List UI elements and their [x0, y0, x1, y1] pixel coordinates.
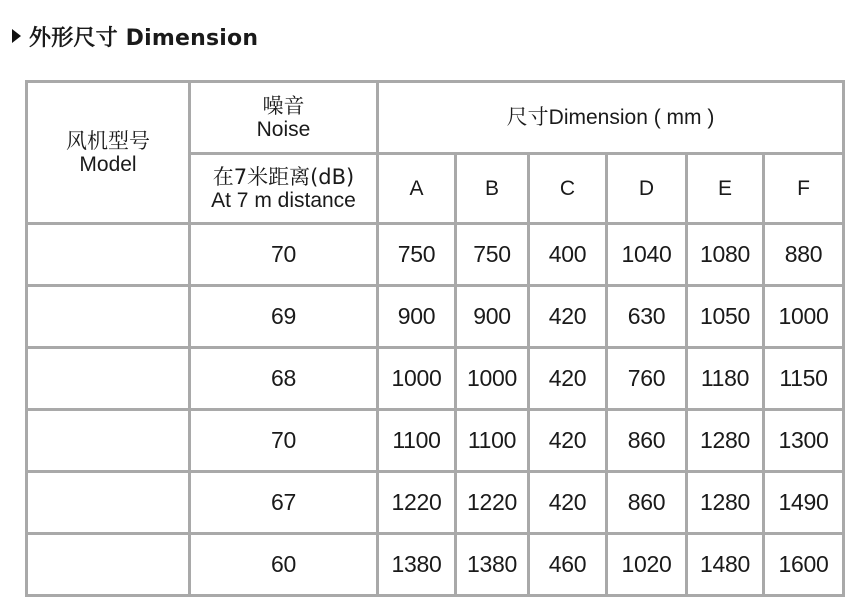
dim-col-e-header: E: [687, 154, 764, 224]
noise-header-cn: 噪音: [262, 93, 305, 118]
dim-f-cell: 1000: [764, 286, 844, 348]
dim-a-cell: 750: [378, 224, 456, 286]
dim-f-cell: 880: [764, 224, 844, 286]
dim-col-a-header: A: [378, 154, 456, 224]
section-heading: [12, 18, 258, 54]
dim-c-cell: 420: [529, 348, 607, 410]
dim-d-cell: 860: [607, 410, 687, 472]
noise-sub-cn: 在7米距离(dB): [212, 164, 355, 189]
model-cell: [27, 224, 190, 286]
dim-col-d-header: D: [607, 154, 687, 224]
table-row: [27, 348, 844, 410]
noise-cell: 68: [190, 348, 378, 410]
noise-cell: 69: [190, 286, 378, 348]
noise-cell: 70: [190, 224, 378, 286]
noise-header: [190, 82, 378, 154]
dim-b-cell: 1100: [456, 410, 529, 472]
dim-a-cell: 1000: [378, 348, 456, 410]
noise-cell: 60: [190, 534, 378, 596]
dim-b-cell: 750: [456, 224, 529, 286]
model-cell: [27, 472, 190, 534]
table-row: [27, 410, 844, 472]
dim-a-cell: 1220: [378, 472, 456, 534]
dim-f-cell: 1600: [764, 534, 844, 596]
dim-col-b-header: B: [456, 154, 529, 224]
table-row: [27, 534, 844, 596]
dim-e-cell: 1180: [687, 348, 764, 410]
dim-e-cell: 1080: [687, 224, 764, 286]
dim-d-cell: 630: [607, 286, 687, 348]
model-header-en: Model: [79, 152, 137, 176]
section-title: 外形尺寸 Dimension: [29, 25, 259, 51]
dim-c-cell: 420: [529, 472, 607, 534]
dim-f-cell: 1490: [764, 472, 844, 534]
model-cell: [27, 534, 190, 596]
noise-subheader: [190, 154, 378, 224]
model-header: [27, 82, 190, 224]
dim-col-c-header: C: [529, 154, 607, 224]
dim-b-cell: 900: [456, 286, 529, 348]
noise-header-en: Noise: [256, 117, 311, 141]
dim-c-cell: 420: [529, 410, 607, 472]
dim-f-cell: 1300: [764, 410, 844, 472]
dim-d-cell: 1020: [607, 534, 687, 596]
dim-a-cell: 1380: [378, 534, 456, 596]
dim-c-cell: 400: [529, 224, 607, 286]
dimension-table: [25, 80, 845, 597]
table-header-row: [27, 82, 844, 154]
model-header-cn: 风机型号: [66, 128, 150, 153]
dim-d-cell: 860: [607, 472, 687, 534]
table-row: [27, 472, 844, 534]
table-row: [27, 286, 844, 348]
dim-e-cell: 1280: [687, 410, 764, 472]
model-cell: [27, 286, 190, 348]
dim-a-cell: 1100: [378, 410, 456, 472]
dim-f-cell: 1150: [764, 348, 844, 410]
dimension-header: 尺寸Dimension ( mm ): [378, 82, 844, 154]
dim-b-cell: 1380: [456, 534, 529, 596]
dim-d-cell: 1040: [607, 224, 687, 286]
dim-b-cell: 1000: [456, 348, 529, 410]
noise-sub-en: At 7 m distance: [211, 188, 356, 212]
dim-d-cell: 760: [607, 348, 687, 410]
dim-b-cell: 1220: [456, 472, 529, 534]
model-cell: [27, 410, 190, 472]
dim-a-cell: 900: [378, 286, 456, 348]
dim-col-f-header: F: [764, 154, 844, 224]
dim-e-cell: 1050: [687, 286, 764, 348]
model-cell: [27, 348, 190, 410]
dim-c-cell: 420: [529, 286, 607, 348]
dim-e-cell: 1480: [687, 534, 764, 596]
bullet-icon: [12, 29, 21, 43]
noise-cell: 70: [190, 410, 378, 472]
dim-c-cell: 460: [529, 534, 607, 596]
dim-e-cell: 1280: [687, 472, 764, 534]
table-row: [27, 224, 844, 286]
noise-cell: 67: [190, 472, 378, 534]
